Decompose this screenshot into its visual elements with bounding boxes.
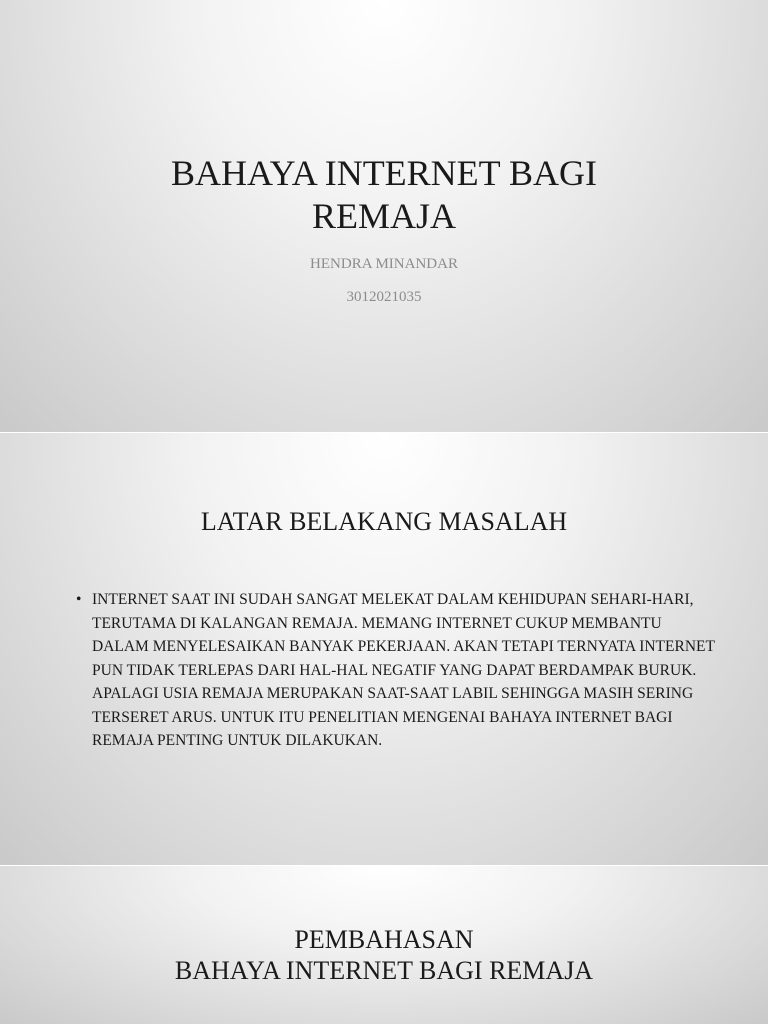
student-id: 3012021035 bbox=[346, 289, 422, 305]
discussion-slide bbox=[0, 866, 768, 1024]
title-line-2: BAHAYA INTERNET BAGI REMAJA bbox=[174, 956, 594, 985]
title-slide bbox=[0, 0, 768, 432]
slide-title: LATAR BELAKANG MASALAH bbox=[200, 507, 568, 536]
bullet-list bbox=[60, 588, 720, 753]
list-item bbox=[60, 588, 720, 753]
slide-title bbox=[100, 924, 668, 986]
title-line-1: PEMBAHASAN bbox=[294, 925, 474, 954]
author-name: HENDRA MINANDAR bbox=[310, 256, 458, 272]
bullet-text: INTERNET SAAT INI SUDAH SANGAT MELEKAT DALAM KEHIDUPAN SEHARI-HARI, TERUTAMA DI KALANGAN REMAJA. MEMANG INTERNET CUKUP MEMBANTU DALAM MENYELESAIKAN BANYAK PEKERJAAN. AKAN TETAPI TERNYATA INTERNET PUN TIDAK TERLEPAS DARI HAL-HAL NEGATIF YANG DAPAT BERDAMPAK BURUK. APALAGI USIA REMAJA MERUPAKAN SAAT-SAAT LABIL SEHINGGA MASIH SERING TERSERET ARUS. UNTUK ITU PENELITIAN MENGENAI BAHAYA INTERNET BAGI REMAJA PENTING UNTUK DILAKUKAN. bbox=[92, 591, 715, 749]
bullet-icon: • bbox=[76, 591, 82, 608]
presentation-title: BAHAYA INTERNET BAGI REMAJA bbox=[170, 153, 598, 236]
background-slide bbox=[0, 433, 768, 865]
